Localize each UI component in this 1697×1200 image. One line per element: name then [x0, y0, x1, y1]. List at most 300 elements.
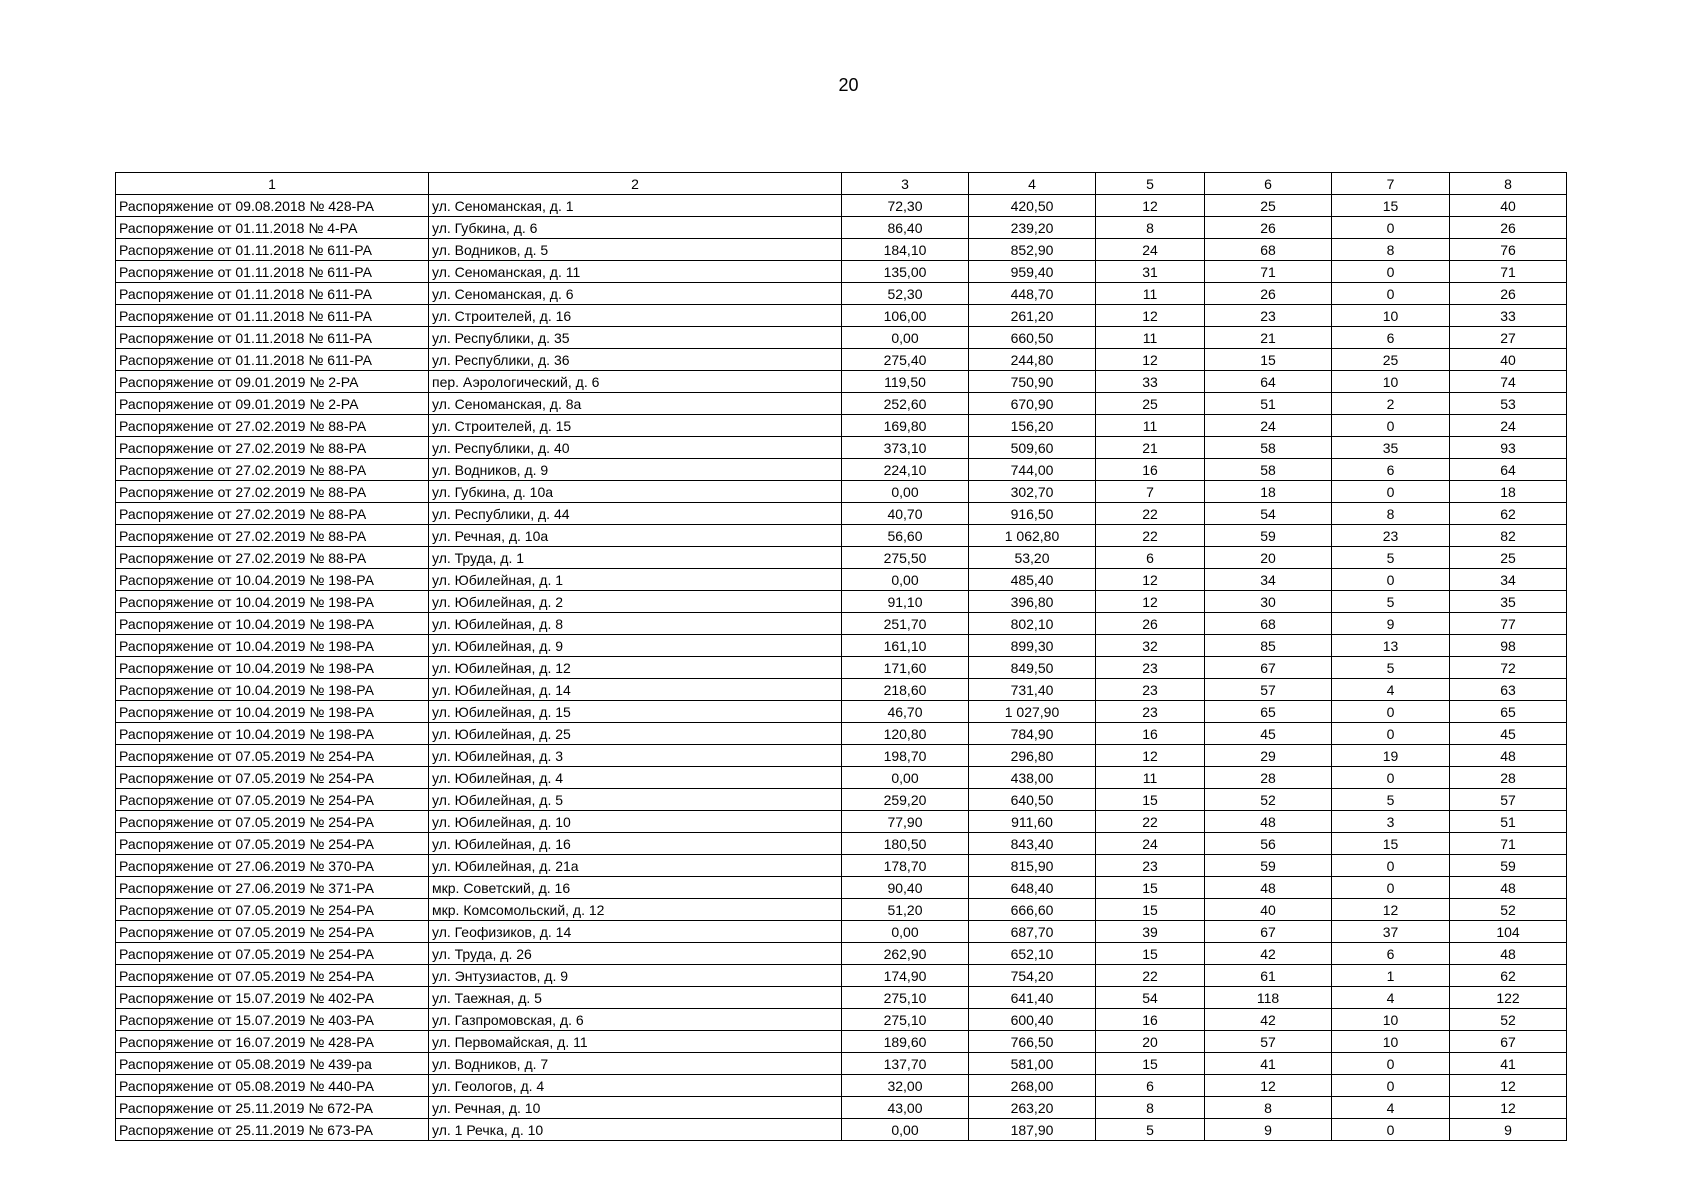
table-row [116, 459, 1567, 481]
col5-cell: 33 [1096, 371, 1205, 393]
document-cell: Распоряжение от 10.04.2019 № 198-РА [116, 569, 429, 591]
col5-cell: 39 [1096, 921, 1205, 943]
col5-cell: 54 [1096, 987, 1205, 1009]
col7-cell: 0 [1332, 701, 1450, 723]
table-row [116, 415, 1567, 437]
col8-cell: 24 [1450, 415, 1567, 437]
col3-cell: 169,80 [842, 415, 969, 437]
col5-cell: 6 [1096, 1075, 1205, 1097]
col4-cell: 1 062,80 [969, 525, 1096, 547]
col6-cell: 45 [1205, 723, 1332, 745]
address-cell: ул. Строителей, д. 16 [429, 305, 842, 327]
col3-cell: 252,60 [842, 393, 969, 415]
table-row [116, 723, 1567, 745]
col7-cell: 19 [1332, 745, 1450, 767]
column-header-3: 3 [842, 173, 969, 195]
col4-cell: 1 027,90 [969, 701, 1096, 723]
col6-cell: 15 [1205, 349, 1332, 371]
col6-cell: 24 [1205, 415, 1332, 437]
col6-cell: 118 [1205, 987, 1332, 1009]
col7-cell: 0 [1332, 569, 1450, 591]
document-cell: Распоряжение от 25.11.2019 № 673-РА [116, 1119, 429, 1141]
document-cell: Распоряжение от 27.02.2019 № 88-РА [116, 437, 429, 459]
col6-cell: 64 [1205, 371, 1332, 393]
document-cell: Распоряжение от 16.07.2019 № 428-РА [116, 1031, 429, 1053]
col7-cell: 5 [1332, 547, 1450, 569]
col4-cell: 670,90 [969, 393, 1096, 415]
table-row [116, 789, 1567, 811]
col3-cell: 72,30 [842, 195, 969, 217]
col3-cell: 259,20 [842, 789, 969, 811]
col5-cell: 23 [1096, 701, 1205, 723]
col7-cell: 4 [1332, 679, 1450, 701]
col4-cell: 261,20 [969, 305, 1096, 327]
document-cell: Распоряжение от 01.11.2018 № 611-РА [116, 305, 429, 327]
col8-cell: 62 [1450, 503, 1567, 525]
header-row [116, 173, 1567, 195]
table-row [116, 195, 1567, 217]
col4-cell: 581,00 [969, 1053, 1096, 1075]
col8-cell: 67 [1450, 1031, 1567, 1053]
col6-cell: 56 [1205, 833, 1332, 855]
col3-cell: 86,40 [842, 217, 969, 239]
col3-cell: 189,60 [842, 1031, 969, 1053]
col7-cell: 0 [1332, 481, 1450, 503]
col7-cell: 2 [1332, 393, 1450, 415]
address-cell: мкр. Советский, д. 16 [429, 877, 842, 899]
col7-cell: 6 [1332, 943, 1450, 965]
col5-cell: 15 [1096, 943, 1205, 965]
col8-cell: 63 [1450, 679, 1567, 701]
col5-cell: 23 [1096, 855, 1205, 877]
document-cell: Распоряжение от 09.08.2018 № 428-РА [116, 195, 429, 217]
column-header-2: 2 [429, 173, 842, 195]
table-row [116, 349, 1567, 371]
col6-cell: 42 [1205, 943, 1332, 965]
col8-cell: 26 [1450, 283, 1567, 305]
address-cell: ул. Геофизиков, д. 14 [429, 921, 842, 943]
col5-cell: 23 [1096, 679, 1205, 701]
col3-cell: 224,10 [842, 459, 969, 481]
col6-cell: 34 [1205, 569, 1332, 591]
col6-cell: 54 [1205, 503, 1332, 525]
col3-cell: 32,00 [842, 1075, 969, 1097]
col3-cell: 180,50 [842, 833, 969, 855]
col3-cell: 218,60 [842, 679, 969, 701]
address-cell: ул. Юбилейная, д. 15 [429, 701, 842, 723]
document-cell: Распоряжение от 07.05.2019 № 254-РА [116, 789, 429, 811]
column-header-5: 5 [1096, 173, 1205, 195]
col6-cell: 51 [1205, 393, 1332, 415]
document-cell: Распоряжение от 10.04.2019 № 198-РА [116, 635, 429, 657]
document-cell: Распоряжение от 07.05.2019 № 254-РА [116, 943, 429, 965]
col8-cell: 82 [1450, 525, 1567, 547]
col7-cell: 0 [1332, 877, 1450, 899]
col4-cell: 302,70 [969, 481, 1096, 503]
col3-cell: 0,00 [842, 767, 969, 789]
col8-cell: 72 [1450, 657, 1567, 679]
col8-cell: 48 [1450, 943, 1567, 965]
col5-cell: 12 [1096, 591, 1205, 613]
column-header-8: 8 [1450, 173, 1567, 195]
address-cell: ул. Водников, д. 9 [429, 459, 842, 481]
address-cell: ул. Сеноманская, д. 8а [429, 393, 842, 415]
col5-cell: 8 [1096, 1097, 1205, 1119]
address-cell: ул. Юбилейная, д. 21а [429, 855, 842, 877]
col3-cell: 0,00 [842, 1119, 969, 1141]
col4-cell: 754,20 [969, 965, 1096, 987]
col4-cell: 744,00 [969, 459, 1096, 481]
table-row [116, 371, 1567, 393]
address-cell: ул. Сеноманская, д. 1 [429, 195, 842, 217]
col8-cell: 28 [1450, 767, 1567, 789]
table-row [116, 1075, 1567, 1097]
col4-cell: 420,50 [969, 195, 1096, 217]
col6-cell: 59 [1205, 855, 1332, 877]
table-row [116, 569, 1567, 591]
col8-cell: 59 [1450, 855, 1567, 877]
address-cell: ул. Юбилейная, д. 16 [429, 833, 842, 855]
col5-cell: 5 [1096, 1119, 1205, 1141]
col4-cell: 911,60 [969, 811, 1096, 833]
col7-cell: 8 [1332, 503, 1450, 525]
col3-cell: 137,70 [842, 1053, 969, 1075]
col5-cell: 15 [1096, 877, 1205, 899]
col5-cell: 7 [1096, 481, 1205, 503]
col8-cell: 52 [1450, 1009, 1567, 1031]
col5-cell: 12 [1096, 305, 1205, 327]
col7-cell: 0 [1332, 261, 1450, 283]
col5-cell: 23 [1096, 657, 1205, 679]
address-cell: ул. Юбилейная, д. 5 [429, 789, 842, 811]
col5-cell: 16 [1096, 723, 1205, 745]
table-row [116, 767, 1567, 789]
address-cell: пер. Аэрологический, д. 6 [429, 371, 842, 393]
table-row [116, 261, 1567, 283]
address-cell: мкр. Комсомольский, д. 12 [429, 899, 842, 921]
col5-cell: 15 [1096, 1053, 1205, 1075]
col4-cell: 438,00 [969, 767, 1096, 789]
col4-cell: 899,30 [969, 635, 1096, 657]
table-row [116, 657, 1567, 679]
table-row [116, 921, 1567, 943]
col7-cell: 0 [1332, 1119, 1450, 1141]
table-row [116, 745, 1567, 767]
col7-cell: 35 [1332, 437, 1450, 459]
document-cell: Распоряжение от 07.05.2019 № 254-РА [116, 767, 429, 789]
document-cell: Распоряжение от 01.11.2018 № 611-РА [116, 283, 429, 305]
document-cell: Распоряжение от 10.04.2019 № 198-РА [116, 679, 429, 701]
address-cell: ул. Труда, д. 1 [429, 547, 842, 569]
col7-cell: 12 [1332, 899, 1450, 921]
table-row [116, 877, 1567, 899]
col7-cell: 0 [1332, 767, 1450, 789]
table-row [116, 1031, 1567, 1053]
col8-cell: 33 [1450, 305, 1567, 327]
col7-cell: 4 [1332, 1097, 1450, 1119]
table-row [116, 943, 1567, 965]
col5-cell: 12 [1096, 569, 1205, 591]
col5-cell: 22 [1096, 965, 1205, 987]
col4-cell: 766,50 [969, 1031, 1096, 1053]
col6-cell: 12 [1205, 1075, 1332, 1097]
col8-cell: 76 [1450, 239, 1567, 261]
col6-cell: 68 [1205, 239, 1332, 261]
col5-cell: 26 [1096, 613, 1205, 635]
column-header-4: 4 [969, 173, 1096, 195]
col8-cell: 34 [1450, 569, 1567, 591]
col8-cell: 40 [1450, 349, 1567, 371]
col4-cell: 396,80 [969, 591, 1096, 613]
column-header-7: 7 [1332, 173, 1450, 195]
col3-cell: 0,00 [842, 481, 969, 503]
col4-cell: 296,80 [969, 745, 1096, 767]
col4-cell: 448,70 [969, 283, 1096, 305]
column-header-6: 6 [1205, 173, 1332, 195]
col3-cell: 43,00 [842, 1097, 969, 1119]
col5-cell: 15 [1096, 899, 1205, 921]
col8-cell: 48 [1450, 745, 1567, 767]
col3-cell: 90,40 [842, 877, 969, 899]
col6-cell: 65 [1205, 701, 1332, 723]
address-cell: ул. Речная, д. 10 [429, 1097, 842, 1119]
address-cell: ул. Таежная, д. 5 [429, 987, 842, 1009]
col6-cell: 29 [1205, 745, 1332, 767]
col8-cell: 77 [1450, 613, 1567, 635]
document-cell: Распоряжение от 01.11.2018 № 611-РА [116, 349, 429, 371]
address-cell: ул. 1 Речка, д. 10 [429, 1119, 842, 1141]
col3-cell: 178,70 [842, 855, 969, 877]
col4-cell: 263,20 [969, 1097, 1096, 1119]
document-cell: Распоряжение от 07.05.2019 № 254-РА [116, 899, 429, 921]
document-cell: Распоряжение от 07.05.2019 № 254-РА [116, 965, 429, 987]
col6-cell: 68 [1205, 613, 1332, 635]
address-cell: ул. Речная, д. 10а [429, 525, 842, 547]
table-row [116, 833, 1567, 855]
address-cell: ул. Юбилейная, д. 25 [429, 723, 842, 745]
document-cell: Распоряжение от 01.11.2018 № 611-РА [116, 327, 429, 349]
col3-cell: 0,00 [842, 327, 969, 349]
col7-cell: 0 [1332, 1075, 1450, 1097]
col8-cell: 27 [1450, 327, 1567, 349]
col6-cell: 57 [1205, 1031, 1332, 1053]
col6-cell: 25 [1205, 195, 1332, 217]
document-cell: Распоряжение от 10.04.2019 № 198-РА [116, 591, 429, 613]
col3-cell: 120,80 [842, 723, 969, 745]
col7-cell: 0 [1332, 283, 1450, 305]
col3-cell: 40,70 [842, 503, 969, 525]
document-cell: Распоряжение от 09.01.2019 № 2-РА [116, 371, 429, 393]
address-cell: ул. Сеноманская, д. 6 [429, 283, 842, 305]
col4-cell: 916,50 [969, 503, 1096, 525]
col3-cell: 51,20 [842, 899, 969, 921]
col7-cell: 8 [1332, 239, 1450, 261]
table-row [116, 899, 1567, 921]
table-row [116, 503, 1567, 525]
col6-cell: 48 [1205, 811, 1332, 833]
col7-cell: 1 [1332, 965, 1450, 987]
col3-cell: 373,10 [842, 437, 969, 459]
document-cell: Распоряжение от 01.11.2018 № 4-РА [116, 217, 429, 239]
col3-cell: 198,70 [842, 745, 969, 767]
table-row [116, 987, 1567, 1009]
col4-cell: 849,50 [969, 657, 1096, 679]
table-row [116, 1053, 1567, 1075]
col4-cell: 53,20 [969, 547, 1096, 569]
col7-cell: 4 [1332, 987, 1450, 1009]
col8-cell: 12 [1450, 1075, 1567, 1097]
col7-cell: 37 [1332, 921, 1450, 943]
col4-cell: 660,50 [969, 327, 1096, 349]
col6-cell: 59 [1205, 525, 1332, 547]
address-cell: ул. Губкина, д. 6 [429, 217, 842, 239]
table-row [116, 393, 1567, 415]
col5-cell: 16 [1096, 1009, 1205, 1031]
table-row [116, 679, 1567, 701]
col5-cell: 12 [1096, 745, 1205, 767]
col3-cell: 275,10 [842, 987, 969, 1009]
col7-cell: 13 [1332, 635, 1450, 657]
col7-cell: 0 [1332, 217, 1450, 239]
col4-cell: 485,40 [969, 569, 1096, 591]
address-cell: ул. Юбилейная, д. 9 [429, 635, 842, 657]
address-cell: ул. Газпромовская, д. 6 [429, 1009, 842, 1031]
col4-cell: 815,90 [969, 855, 1096, 877]
col8-cell: 122 [1450, 987, 1567, 1009]
col3-cell: 91,10 [842, 591, 969, 613]
col8-cell: 18 [1450, 481, 1567, 503]
col6-cell: 58 [1205, 437, 1332, 459]
col6-cell: 61 [1205, 965, 1332, 987]
col6-cell: 40 [1205, 899, 1332, 921]
address-cell: ул. Юбилейная, д. 10 [429, 811, 842, 833]
col4-cell: 156,20 [969, 415, 1096, 437]
col4-cell: 239,20 [969, 217, 1096, 239]
page-number: 20 [838, 75, 859, 95]
document-cell: Распоряжение от 15.07.2019 № 402-РА [116, 987, 429, 1009]
col6-cell: 67 [1205, 921, 1332, 943]
col4-cell: 802,10 [969, 613, 1096, 635]
col3-cell: 0,00 [842, 569, 969, 591]
table-row [116, 525, 1567, 547]
col3-cell: 275,10 [842, 1009, 969, 1031]
col6-cell: 26 [1205, 283, 1332, 305]
col3-cell: 275,40 [842, 349, 969, 371]
col8-cell: 41 [1450, 1053, 1567, 1075]
col8-cell: 40 [1450, 195, 1567, 217]
col5-cell: 24 [1096, 833, 1205, 855]
address-cell: ул. Водников, д. 5 [429, 239, 842, 261]
col5-cell: 6 [1096, 547, 1205, 569]
col6-cell: 8 [1205, 1097, 1332, 1119]
col3-cell: 262,90 [842, 943, 969, 965]
address-cell: ул. Республики, д. 40 [429, 437, 842, 459]
col4-cell: 244,80 [969, 349, 1096, 371]
document-cell: Распоряжение от 27.06.2019 № 371-РА [116, 877, 429, 899]
col4-cell: 509,60 [969, 437, 1096, 459]
col4-cell: 187,90 [969, 1119, 1096, 1141]
address-cell: ул. Сеноманская, д. 11 [429, 261, 842, 283]
col4-cell: 784,90 [969, 723, 1096, 745]
col8-cell: 98 [1450, 635, 1567, 657]
col6-cell: 57 [1205, 679, 1332, 701]
table-row [116, 855, 1567, 877]
col8-cell: 35 [1450, 591, 1567, 613]
col7-cell: 0 [1332, 855, 1450, 877]
col5-cell: 15 [1096, 789, 1205, 811]
col4-cell: 731,40 [969, 679, 1096, 701]
col5-cell: 11 [1096, 327, 1205, 349]
address-cell: ул. Юбилейная, д. 2 [429, 591, 842, 613]
col5-cell: 11 [1096, 767, 1205, 789]
col5-cell: 24 [1096, 239, 1205, 261]
address-cell: ул. Республики, д. 35 [429, 327, 842, 349]
table-row [116, 283, 1567, 305]
col5-cell: 25 [1096, 393, 1205, 415]
table-body [116, 195, 1567, 1141]
address-cell: ул. Первомайская, д. 11 [429, 1031, 842, 1053]
col8-cell: 45 [1450, 723, 1567, 745]
address-cell: ул. Энтузиастов, д. 9 [429, 965, 842, 987]
col3-cell: 251,70 [842, 613, 969, 635]
document-cell: Распоряжение от 07.05.2019 № 254-РА [116, 811, 429, 833]
col7-cell: 5 [1332, 657, 1450, 679]
col3-cell: 46,70 [842, 701, 969, 723]
col7-cell: 15 [1332, 833, 1450, 855]
col8-cell: 64 [1450, 459, 1567, 481]
col5-cell: 20 [1096, 1031, 1205, 1053]
table-row [116, 965, 1567, 987]
col5-cell: 11 [1096, 415, 1205, 437]
col8-cell: 12 [1450, 1097, 1567, 1119]
col3-cell: 275,50 [842, 547, 969, 569]
col7-cell: 6 [1332, 327, 1450, 349]
document-cell: Распоряжение от 27.02.2019 № 88-РА [116, 459, 429, 481]
col8-cell: 51 [1450, 811, 1567, 833]
table-row [116, 305, 1567, 327]
address-cell: ул. Геологов, д. 4 [429, 1075, 842, 1097]
address-cell: ул. Республики, д. 36 [429, 349, 842, 371]
address-cell: ул. Губкина, д. 10а [429, 481, 842, 503]
address-cell: ул. Юбилейная, д. 4 [429, 767, 842, 789]
col6-cell: 18 [1205, 481, 1332, 503]
col7-cell: 5 [1332, 591, 1450, 613]
col7-cell: 23 [1332, 525, 1450, 547]
col6-cell: 52 [1205, 789, 1332, 811]
col5-cell: 11 [1096, 283, 1205, 305]
col4-cell: 640,50 [969, 789, 1096, 811]
col6-cell: 42 [1205, 1009, 1332, 1031]
col7-cell: 10 [1332, 371, 1450, 393]
col7-cell: 0 [1332, 1053, 1450, 1075]
col8-cell: 25 [1450, 547, 1567, 569]
col3-cell: 174,90 [842, 965, 969, 987]
col3-cell: 161,10 [842, 635, 969, 657]
col3-cell: 0,00 [842, 921, 969, 943]
address-cell: ул. Юбилейная, д. 3 [429, 745, 842, 767]
col3-cell: 106,00 [842, 305, 969, 327]
table-row [116, 1009, 1567, 1031]
table-row [116, 701, 1567, 723]
table-row [116, 217, 1567, 239]
col6-cell: 30 [1205, 591, 1332, 613]
table-row [116, 591, 1567, 613]
col8-cell: 48 [1450, 877, 1567, 899]
col3-cell: 119,50 [842, 371, 969, 393]
address-cell: ул. Труда, д. 26 [429, 943, 842, 965]
col7-cell: 3 [1332, 811, 1450, 833]
document-cell: Распоряжение от 10.04.2019 № 198-РА [116, 657, 429, 679]
